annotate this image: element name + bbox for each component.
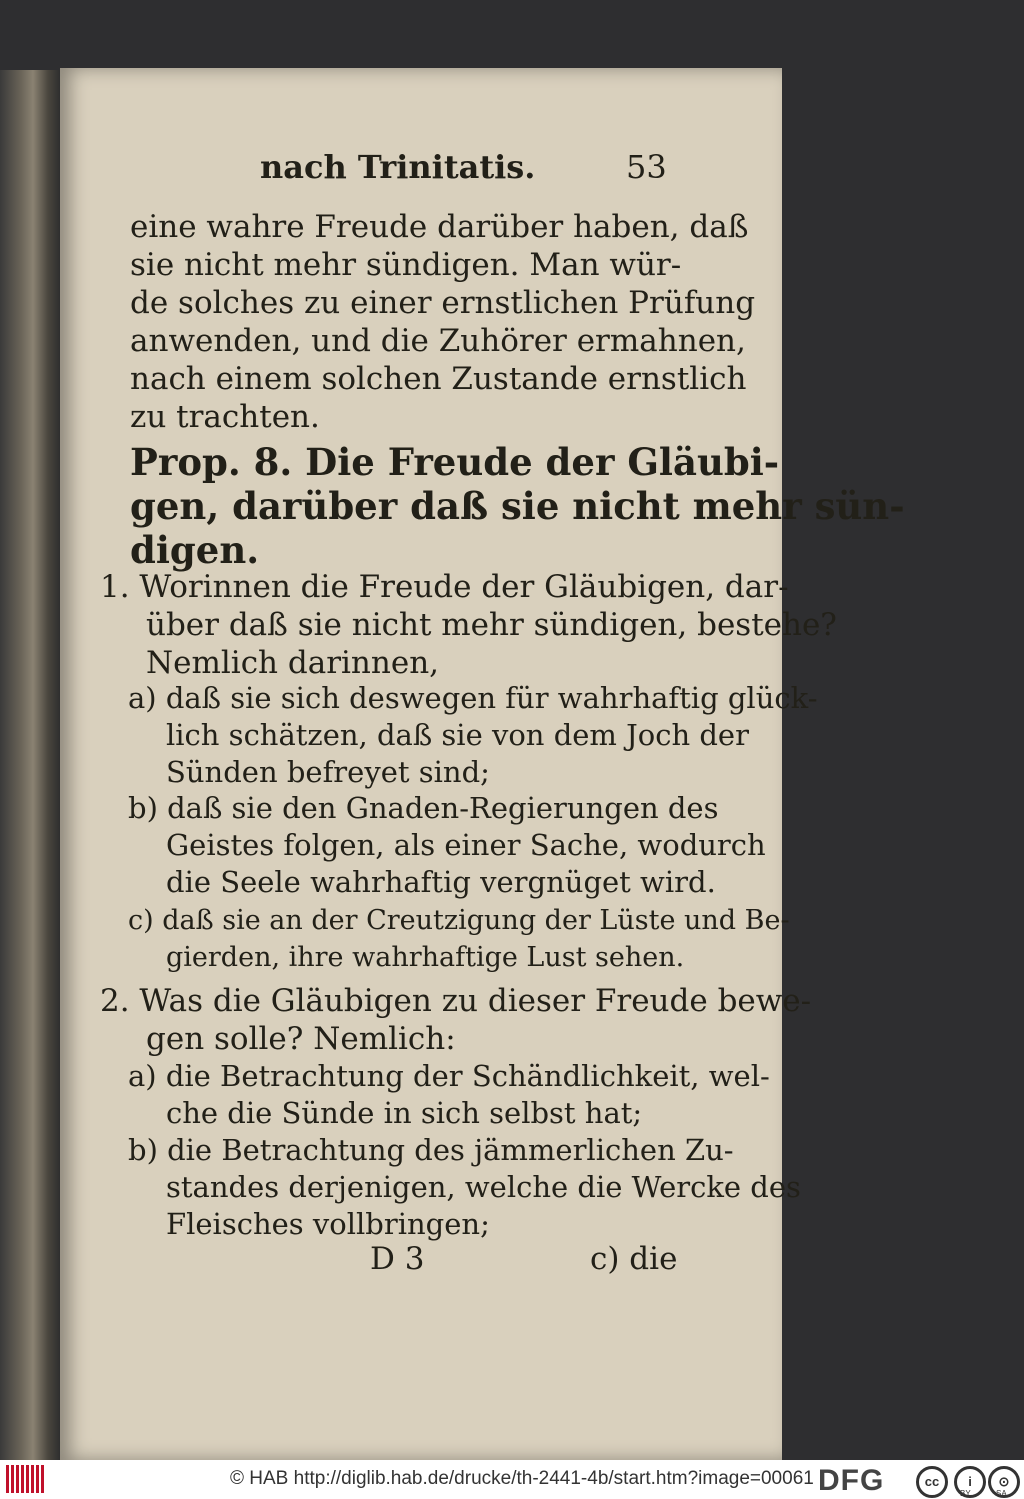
- text-line: gen solle? Nemlich:: [146, 1021, 456, 1057]
- section-1-item-b: [128, 790, 766, 901]
- text-line: über daß sie nicht mehr sündigen, bestehe?: [146, 607, 837, 643]
- section-1-item-c: [128, 902, 790, 976]
- text-line: digen.: [130, 528, 260, 572]
- text-line: a) die Betrachtung der Schändlichkeit, wel-: [128, 1059, 770, 1093]
- dfg-logo: DFG: [818, 1464, 885, 1497]
- sa-icon: ⊙: [988, 1466, 1020, 1498]
- text-line: a) daß sie sich deswegen für wahrhaftig glück-: [128, 681, 818, 715]
- copyright-link[interactable]: © HAB http://diglib.hab.de/drucke/th-2441-4b/start.htm?image=00061: [230, 1468, 814, 1489]
- footer-bar: [0, 1460, 1024, 1499]
- text-line: standes derjenigen, welche die Wercke des: [166, 1170, 801, 1204]
- by-label: BY: [960, 1489, 971, 1498]
- text-line: lich schätzen, daß sie von dem Joch der: [166, 718, 749, 752]
- text-line: che die Sünde in sich selbst hat;: [166, 1096, 643, 1130]
- section-2-item-b: [128, 1132, 801, 1243]
- book-page: [60, 68, 905, 1460]
- text-line: zu trachten.: [130, 399, 320, 435]
- text-line: nach einem solchen Zustande ernstlich: [130, 361, 747, 397]
- barcode-icon: [6, 1465, 46, 1493]
- text-line: eine wahre Freude darüber haben, daß: [130, 209, 749, 245]
- text-line: Fleisches vollbringen;: [166, 1207, 490, 1241]
- text-line: sie nicht mehr sündigen. Man wür-: [130, 247, 682, 283]
- text-line: Nemlich darinnen,: [146, 645, 440, 681]
- text-line: b) die Betrachtung des jämmerlichen Zu-: [128, 1133, 734, 1167]
- proposition-heading: [130, 440, 905, 572]
- text-line: gen, darüber daß sie nicht mehr sün-: [130, 484, 905, 528]
- text-line: die Seele wahrhaftig vergnüget wird.: [166, 865, 716, 899]
- text-line: Prop. 8. Die Freude der Gläubi-: [130, 440, 780, 484]
- by-icon: i: [954, 1466, 986, 1498]
- page-number: 53: [626, 148, 667, 186]
- text-line: gierden, ihre wahrhaftige Lust sehen.: [166, 942, 685, 973]
- paragraph-intro: [130, 208, 755, 436]
- section-1-item-a: [128, 680, 818, 791]
- text-line: anwenden, und die Zuhörer ermahnen,: [130, 323, 746, 359]
- section-1: [100, 568, 837, 682]
- text-line: Geistes folgen, als einer Sache, wodurch: [166, 828, 766, 862]
- text-line: c) daß sie an der Creutzigung der Lüste und Be-: [128, 905, 790, 936]
- section-2: [100, 982, 811, 1058]
- running-header: nach Trinitatis.: [260, 148, 536, 186]
- text-line: b) daß sie den Gnaden-Regierungen des: [128, 791, 719, 825]
- text-line: 2. Was die Gläubigen zu dieser Freude bewe-: [100, 983, 812, 1019]
- signature-mark: D 3: [370, 1241, 425, 1277]
- cc-icon: cc: [916, 1466, 948, 1498]
- text-line: Sünden befreyet sind;: [166, 755, 490, 789]
- sa-label: SA: [996, 1489, 1007, 1498]
- catchword: c) die: [590, 1241, 678, 1277]
- text-line: 1. Worinnen die Freude der Gläubigen, dar-: [100, 569, 789, 605]
- section-2-item-a: [128, 1058, 770, 1132]
- text-line: de solches zu einer ernstlichen Prüfung: [130, 285, 756, 321]
- book-edge: [0, 70, 60, 1460]
